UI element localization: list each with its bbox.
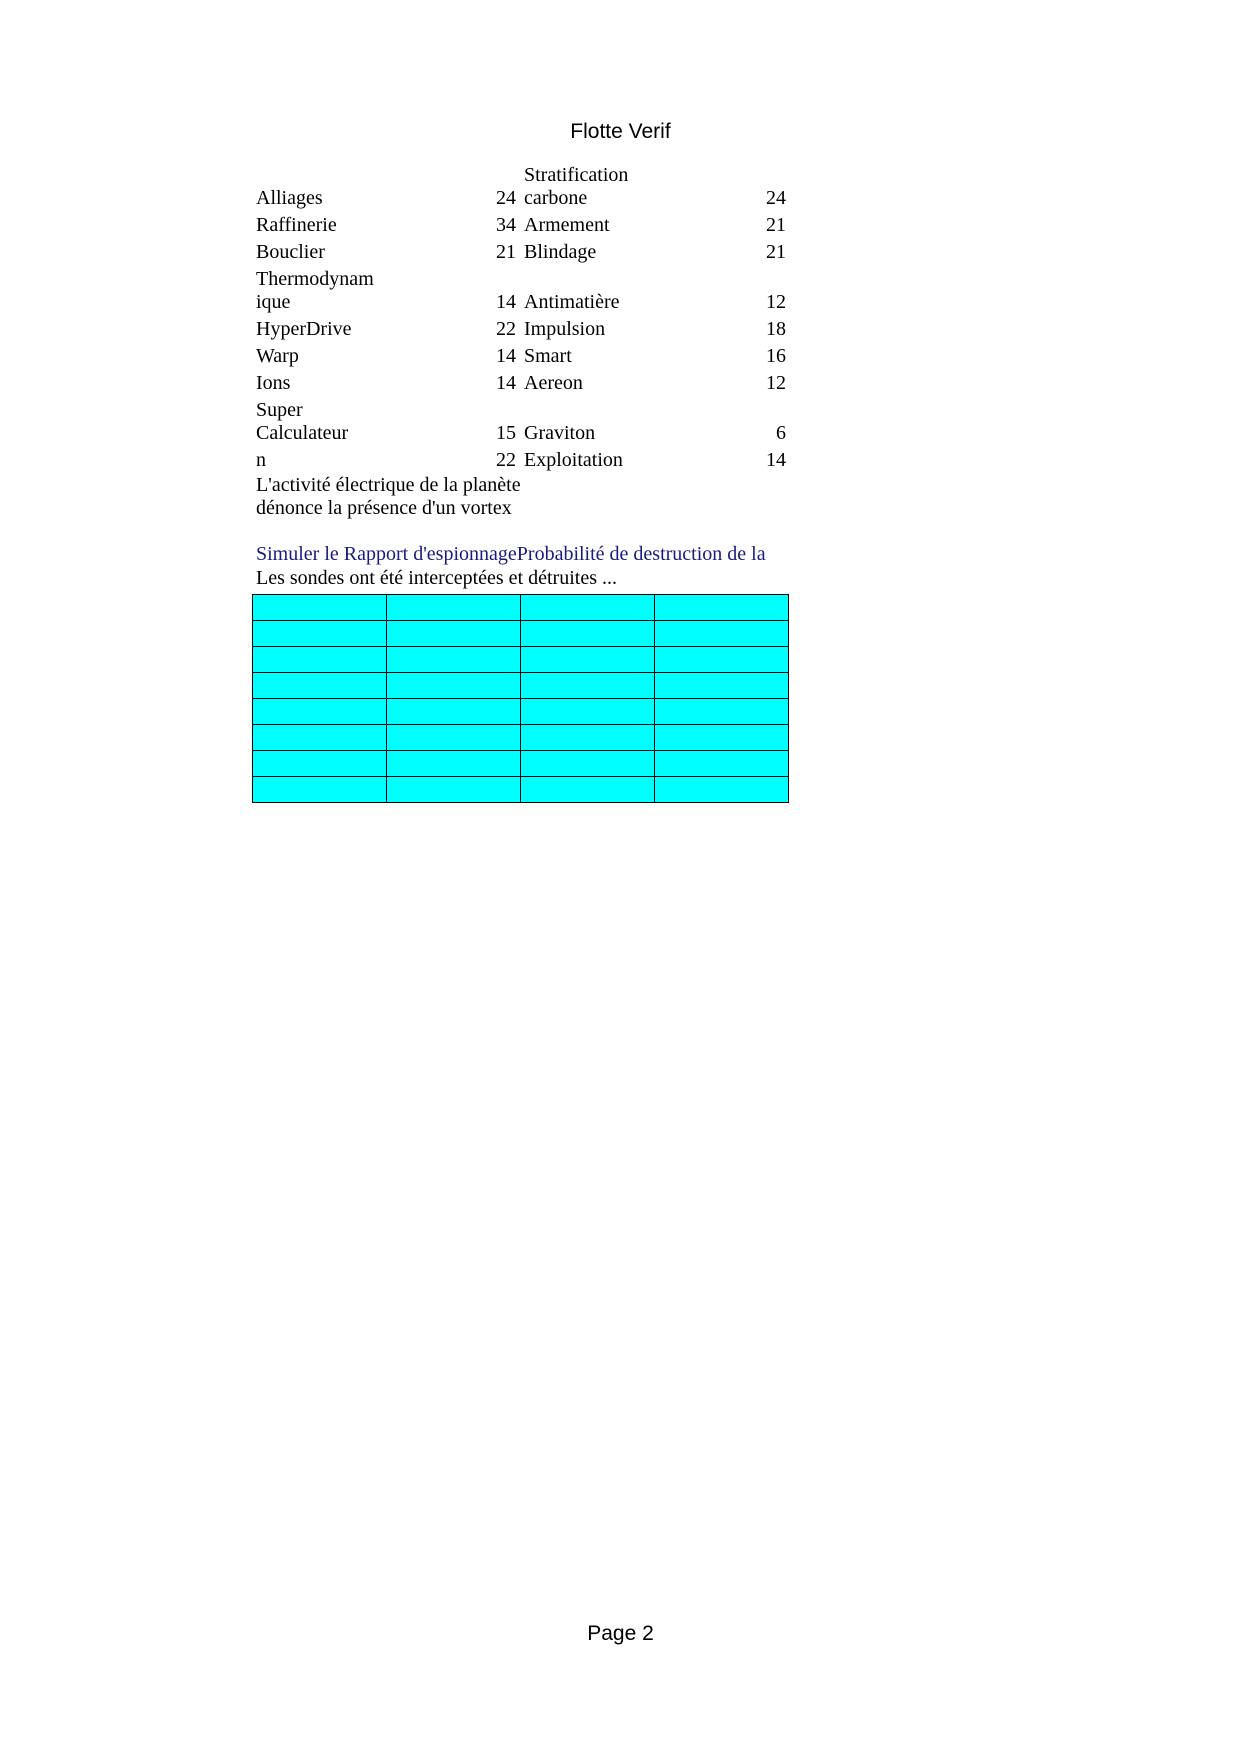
research-left-name [252, 318, 435, 341]
probe-status-text: Les sondes ont été interceptées et détruites ... [256, 567, 617, 589]
grid-cell[interactable] [521, 647, 655, 673]
research-right-name-line: Stratification [524, 164, 629, 186]
research-left-name-line: Raffinerie [256, 214, 337, 236]
grid-cell[interactable] [655, 725, 789, 751]
research-right-value: 6 [776, 422, 786, 444]
research-left-name-line: Ions [256, 372, 291, 394]
research-left-name [252, 268, 435, 314]
grid-row [253, 777, 789, 803]
grid-row [253, 725, 789, 751]
research-left-name-line: n [256, 449, 266, 471]
grid-cell[interactable] [387, 621, 521, 647]
research-left-name-line: Alliages [256, 187, 323, 209]
page-footer-number: Page 2 [587, 1622, 654, 1645]
grid-cell[interactable] [387, 647, 521, 673]
research-left-value: 34 [496, 214, 516, 236]
research-table [252, 160, 790, 472]
research-right-value: 24 [766, 187, 786, 209]
planet-note [252, 474, 790, 520]
research-right-name-line: Smart [524, 345, 572, 367]
grid-cell[interactable] [655, 751, 789, 777]
grid-cell[interactable] [655, 647, 789, 673]
action-row [252, 542, 794, 566]
page-header-title: Flotte Verif [570, 120, 671, 143]
research-left-name-line: HyperDrive [256, 318, 352, 340]
research-right-name-line: Armement [524, 214, 610, 236]
grid-cell[interactable] [655, 699, 789, 725]
grid-cell[interactable] [387, 725, 521, 751]
research-right-name [520, 372, 742, 395]
research-row [252, 445, 790, 472]
research-row [252, 314, 790, 341]
research-right-name-line: Graviton [524, 422, 596, 444]
grid-row [253, 673, 789, 699]
research-left-name-line: ique [256, 291, 291, 313]
grid-cell[interactable] [655, 673, 789, 699]
grid-cell[interactable] [387, 777, 521, 803]
research-right-value: 12 [766, 291, 786, 313]
grid-cell[interactable] [521, 725, 655, 751]
research-row [252, 210, 790, 237]
research-right-name-line: Aereon [524, 372, 583, 394]
research-right-name [520, 164, 742, 210]
grid-cell[interactable] [521, 621, 655, 647]
research-left-name [252, 399, 435, 445]
research-left-name-line: Thermodynam [256, 268, 374, 290]
destruction-probability-text: Probabilité de destruction de la [516, 543, 766, 565]
research-right-name-line: carbone [524, 187, 588, 209]
research-right-name [520, 449, 742, 472]
research-left-name [252, 187, 435, 210]
grid-cell[interactable] [253, 777, 387, 803]
research-right-name-line: Exploitation [524, 449, 623, 471]
grid-cell[interactable] [253, 699, 387, 725]
spreadsheet-area [252, 160, 790, 803]
research-left-name-line: Warp [256, 345, 299, 367]
research-left-name [252, 372, 435, 395]
grid-cell[interactable] [253, 647, 387, 673]
research-left-name-line: Bouclier [256, 241, 325, 263]
research-right-value: 18 [766, 318, 786, 340]
research-right-name [520, 241, 742, 264]
research-left-value: 15 [496, 422, 516, 444]
research-row [252, 264, 790, 314]
note-line-1: L'activité électrique de la planète [256, 474, 521, 496]
grid-row [253, 647, 789, 673]
research-row [252, 368, 790, 395]
grid-cell[interactable] [387, 595, 521, 621]
grid-cell[interactable] [521, 699, 655, 725]
research-left-value: 14 [496, 345, 516, 367]
research-right-name [520, 422, 742, 445]
grid-cell[interactable] [655, 595, 789, 621]
grid-cell[interactable] [253, 725, 387, 751]
research-right-name-line: Blindage [524, 241, 597, 263]
research-left-name [252, 449, 435, 472]
research-right-value: 21 [766, 214, 786, 236]
research-left-name-line: Super [256, 399, 303, 421]
research-right-name [520, 345, 742, 368]
research-right-value: 21 [766, 241, 786, 263]
grid-cell[interactable] [521, 777, 655, 803]
research-right-name [520, 214, 742, 237]
research-row [252, 341, 790, 368]
research-right-name-line: Antimatière [524, 291, 620, 313]
grid-cell[interactable] [253, 751, 387, 777]
grid-cell[interactable] [387, 751, 521, 777]
result-grid [252, 594, 789, 803]
grid-row [253, 751, 789, 777]
research-left-value: 14 [496, 372, 516, 394]
grid-row [253, 621, 789, 647]
grid-cell[interactable] [387, 673, 521, 699]
grid-cell[interactable] [655, 777, 789, 803]
research-right-name [520, 291, 742, 314]
research-left-name [252, 214, 435, 237]
grid-cell[interactable] [253, 621, 387, 647]
research-left-value: 21 [496, 241, 516, 263]
research-right-name-line: Impulsion [524, 318, 606, 340]
grid-row [253, 595, 789, 621]
grid-row [253, 699, 789, 725]
research-right-value: 14 [766, 449, 786, 471]
research-row [252, 160, 790, 210]
research-right-value: 16 [766, 345, 786, 367]
research-left-value: 22 [496, 449, 516, 471]
simulate-spy-report-link[interactable]: Simuler le Rapport d'espionnage [256, 543, 517, 565]
research-left-name-line: Calculateur [256, 422, 349, 444]
research-left-name [252, 345, 435, 368]
research-left-value: 24 [496, 187, 516, 209]
grid-cell[interactable] [521, 673, 655, 699]
grid-cell[interactable] [521, 595, 655, 621]
research-right-name [520, 318, 742, 341]
grid-cell[interactable] [521, 751, 655, 777]
research-left-value: 14 [496, 291, 516, 313]
grid-cell[interactable] [655, 621, 789, 647]
research-left-name [252, 241, 435, 264]
note-line-2: dénonce la présence d'un vortex [256, 497, 512, 519]
grid-cell[interactable] [387, 699, 521, 725]
grid-cell[interactable] [253, 673, 387, 699]
research-row [252, 395, 790, 445]
research-left-value: 22 [496, 318, 516, 340]
research-row [252, 237, 790, 264]
research-right-value: 12 [766, 372, 786, 394]
grid-cell[interactable] [253, 595, 387, 621]
